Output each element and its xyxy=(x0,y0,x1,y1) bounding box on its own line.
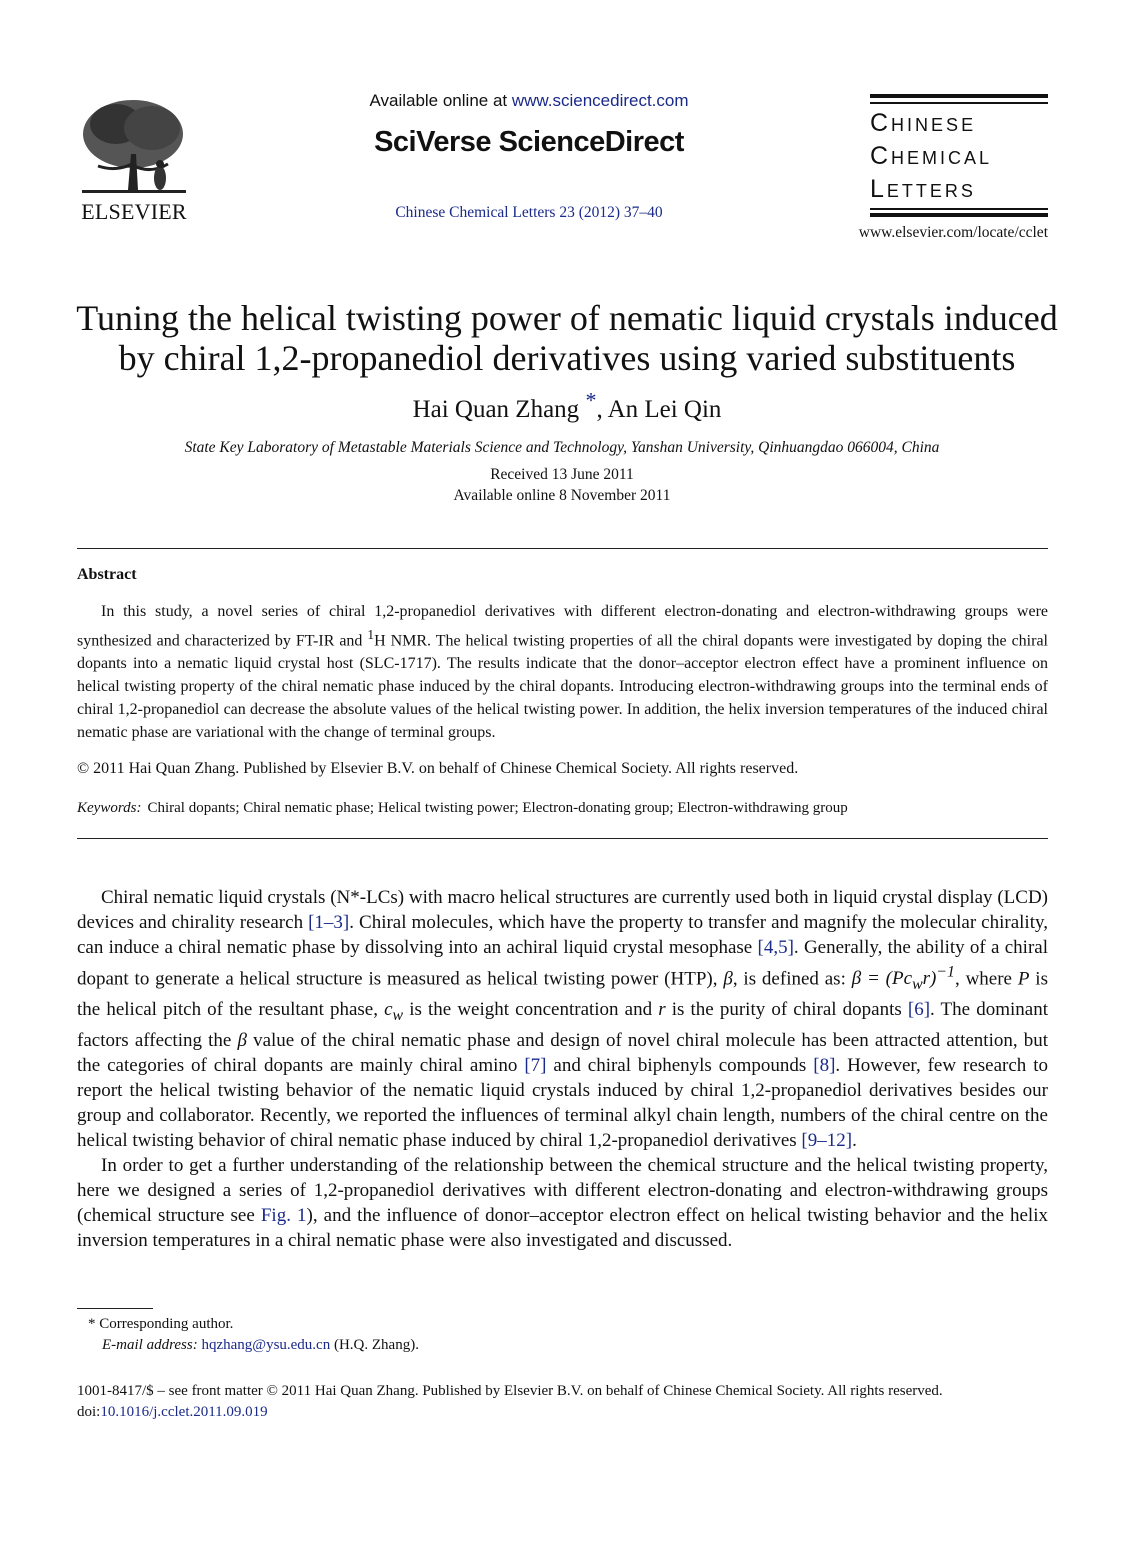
citation-link[interactable]: [1–3] xyxy=(308,912,350,933)
citation-link[interactable]: [6] xyxy=(907,999,931,1021)
equation: $\beta = (Pc_wr)^{-1}$ xyxy=(851,964,955,994)
journal-logo-rule xyxy=(870,94,1048,98)
journal-logo-rule xyxy=(870,213,1048,217)
author-name: Hai Quan Zhang xyxy=(412,396,580,423)
citation-link[interactable]: [9–12] xyxy=(801,1129,853,1151)
email-suffix: (H.Q. Zhang). xyxy=(333,1337,419,1353)
keywords-label: Keywords: xyxy=(77,800,142,816)
title-line: by chiral 1,2-propanediol derivatives using varied substituents xyxy=(118,338,1016,378)
journal-logo-line: Chemical xyxy=(870,142,993,170)
author-list xyxy=(0,387,1134,424)
citation-link[interactable]: [8] xyxy=(813,1054,836,1076)
journal-logo-line: Chinese xyxy=(870,109,977,137)
journal-citation-link[interactable]: Chinese Chemical Letters 23 (2012) 37–40 xyxy=(395,204,663,221)
citation-link[interactable]: [4,5] xyxy=(757,937,794,958)
received-date: Received 13 June 2011 xyxy=(490,466,634,483)
article-title xyxy=(60,298,1074,378)
email-link[interactable]: hqzhang@ysu.edu.cn xyxy=(201,1337,331,1353)
abstract-text-part: H NMR. The helical twisting properties of all the chiral dopants were investigated by doping the chiral dopants into a nematic liquid crystal host (SLC-1717). The results indicate that the donor–acceptor electron effect have a prominent influence on helical twisting property of the chiral nematic phase induced by the chiral dopants. Introducing electron-withdrawing groups into the terminal ends of chiral 1,2-propanediol can decrease the absolute values of the helical twisting power. In addition, the helix inversion temperatures of the induced chiral nematic phase are variational with the change of terminal groups. xyxy=(77,632,1049,742)
beta-symbol: β xyxy=(723,968,733,990)
doi-prefix: doi: xyxy=(77,1404,101,1420)
journal-url[interactable]: www.elsevier.com/locate/cclet xyxy=(858,224,1048,241)
sciencedirect-link[interactable]: www.sciencedirect.com xyxy=(511,91,689,110)
email-label: E-mail address: xyxy=(102,1337,198,1353)
keywords-list: Chiral dopants; Chiral nematic phase; Helical twisting power; Electron-donating group; Electron-withdrawing group xyxy=(147,800,848,816)
citation-link[interactable]: [7] xyxy=(524,1054,547,1076)
online-date: Available online 8 November 2011 xyxy=(453,487,671,504)
publisher-name: ELSEVIER xyxy=(81,199,187,224)
keywords xyxy=(77,800,848,817)
email-note xyxy=(102,1337,419,1354)
body-paragraph: In order to get a further understanding of the relationship between the chemical structure and the helical twisting property, here we designed a series of 1,2-propanediol derivatives with different electron-donating and electron-withdrawing groups (chemical structure see Fig. 1), and the influence of donor–acceptor electron effect on helical twisting behavior and the helix inversion temperatures in a chiral nematic phase were also investigated and discussed. xyxy=(77,1154,1048,1251)
abstract-copyright: © 2011 Hai Quan Zhang. Published by Elsevier B.V. on behalf of Chinese Chemical Society. All rights reserved. xyxy=(77,760,799,777)
footnote-rule xyxy=(77,1308,153,1309)
journal-logo-rule xyxy=(870,208,1048,210)
available-online-line xyxy=(300,91,758,111)
footnote-text: Corresponding author. xyxy=(99,1316,234,1332)
footnote-mark: * xyxy=(88,1316,96,1332)
journal-logo-line: Letters xyxy=(870,175,976,203)
issn-line: 1001-8417/$ – see front matter © 2011 Hai Quan Zhang. Published by Elsevier B.V. on behalf of Chinese Chemical Society. All rights reserved. xyxy=(77,1383,943,1399)
figure-link[interactable]: Fig. 1 xyxy=(260,1204,307,1226)
author-separator: , xyxy=(596,396,608,423)
abstract-heading: Abstract xyxy=(77,566,137,583)
body-text xyxy=(77,885,1048,1253)
body-paragraph: Chiral nematic liquid crystals (N*-LCs) with macro helical structures are currently used both in liquid crystal display (LCD) devices and chirality research [1–3]. Chiral molecules, which have the property to transfer and magnify the molecular chirality, can induce a chiral nematic phase by dissolving into an achiral liquid crystal mesophase [4,5]. Generally, the ability of a chiral dopant to generate a helical structure is measured as helical twisting power (HTP), β, is defined as: $\beta = (Pc_wr)^{-1}$, where P is the helical pitch of the resultant phase, $c_w$ is the weight concentration and r is the purity of chiral dopants [6]. The dominant factors affecting the β value of the chiral nematic phase and design of novel chiral molecule has been attracted attention, but the categories of chiral dopants are mainly chiral amino [7] and chiral biphenyls compounds [8]. However, few research to report the helical twisting behavior of the nematic liquid crystals induced by chiral 1,2-propanediol derivatives besides our group and collaborator. Recently, we reported the influences of terminal alkyl chain length, numbers of the chiral centre on the helical twisting behavior of chiral nematic phase induced by chiral 1,2-propanediol derivatives [9–12]. xyxy=(77,887,1048,1151)
corresponding-author-link[interactable]: * xyxy=(585,387,597,413)
title-line: Tuning the helical twisting power of nematic liquid crystals induced xyxy=(76,298,1058,338)
journal-logo xyxy=(870,94,1048,220)
journal-logo-rule xyxy=(870,102,1048,104)
corresponding-author-note xyxy=(88,1316,233,1333)
nmr-superscript: 1 xyxy=(367,627,375,642)
doi-link[interactable]: 10.1016/j.cclet.2011.09.019 xyxy=(100,1404,268,1420)
abstract-text-part: In this study, a novel series of chiral 1,2-propanediol derivatives with different electron-donating and electron-withdrawing groups were synthesized and characterized by FT-IR and xyxy=(77,603,1048,650)
available-prefix: Available online at xyxy=(369,91,512,110)
sciverse-wordmark: SciVerse ScienceDirect xyxy=(374,126,684,158)
abstract-text xyxy=(77,600,1048,744)
affiliation: State Key Laboratory of Metastable Materials Science and Technology, Yanshan University, Qinhuangdao 066004, China xyxy=(184,439,940,456)
section-divider xyxy=(77,548,1048,549)
author-name: An Lei Qin xyxy=(607,396,722,423)
section-divider xyxy=(77,838,1048,839)
doi-line xyxy=(77,1404,268,1421)
